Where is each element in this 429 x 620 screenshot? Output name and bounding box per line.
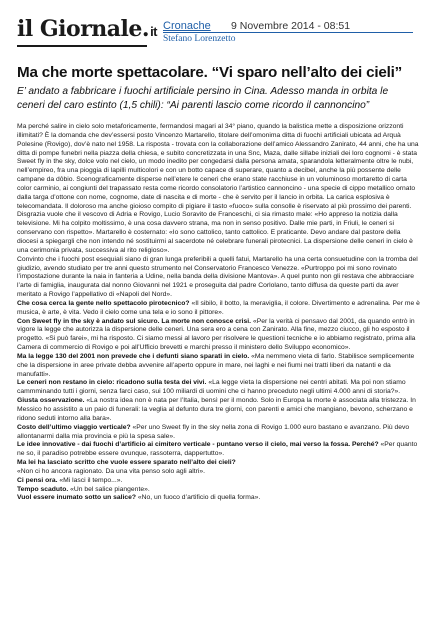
interview-question: Ci pensi ora. [17,476,58,484]
interview-answer: «Mi lasci il tempo...». [57,476,123,484]
article-body [17,123,421,503]
article-paragraph [17,397,421,424]
logo-dot: . [141,16,150,42]
article-paragraph [17,379,421,397]
interview-question: Le ceneri non restano in cielo: ricadono sulla testa dei vivi. [17,379,207,387]
section-link[interactable]: Cronache [163,20,211,32]
interview-question: Che cosa cerca la gente nello spettacolo pirotecnico? [17,299,190,307]
interview-question: Giusta osservazione. [17,397,85,405]
article-subheadline: E’ andato a fabbricare i fuochi artificiale persino in Cina. Adesso manda in orbita le ceneri del caro estinto (1,5 chili): “Ai parenti lascio come ricordo il cannoncino” [17,86,389,111]
interview-question: Le idee innovative - dai fuochi d’artificio ai cimitero verticale - puntano verso il cielo, mai verso la fossa. Perché? [17,441,379,449]
paragraph-text: Ma perché salire in cielo solo metaforicamente, fermandosi magari al 34° piano, quando la balistica mette a disposizione orizzonti illimitati? È la domanda che dev’essersi posto Vincenzo Martarello, titolare dell’omonima ditta di fuochi artificiali ubicata ad Arquà Polesine (Rovigo), dov’è nato nel 1958. La risposta - trovata con la collaborazione dell’amico Alessandro Zanirato, 44 anni, che ha una ditta di pompe funebri nella piazza della chiesa, e subito concretizzata in una Snc, Maza, dalle sillabe iniziali dei loro cognomi - è stata Sweet fly in the sky, dolce volo nel cielo, un modo inedito per congedarsi dalla persona amata, sparandola letteralmente oltre le nubi, nell’empireo, fra una pioggia di lapilli multicolori e con un botto capace di superare, quanto a decibel, anche la più possente delle campane da dôbio. Scenograficamente disperse nell’etere le ceneri che erano state racchiuse in un voluminoso mortaretto di carta color carminio, ai congiunti del trapassato resta come ricordo consolatorio l’artistico cannoncino - una specie di cippo metallico ornato dalla targa d’ottone con nome, cognome, date di nascita e di morte - che è servito per il lancio in orbita. La carica esplosiva è telecomandata. Il doloroso ma anche gioioso compito di pigiare il tasto «fuoco» sulla consolle è riservato al più prossimo dei parenti. Disgrazia vuole che il vescovo di Adria e Rovigo, Lucio Soravito de Franceschi, ci sia rimasto male: «Ho appreso la notizia dalla televisione. Mi ha colpito moltissimo, è una cosa davvero strana, ma non in senso positivo. Dalle mie parti, in Friuli, le ceneri si conservano con rispetto». Martarello è costernato: «Io sono cattolico, tanto cattolico. E praticante. Devo andare dal pastore della diocesi a spiegargli che non intendo né sostituirmi al sacerdote né celebrare funerali pirotecnici. La dispersione delle ceneri in cielo è una cerimonia privata, successiva al rito religioso». [17,123,419,254]
interview-question: Ma lei ha lasciato scritto che vuole essere sparato nell’alto dei cieli? [17,459,236,467]
article-paragraph [17,468,421,477]
article-paragraph [17,424,421,442]
interview-question: Ma la legge 130 del 2001 non prevede che i defunti siano sparati in cielo. [17,352,250,360]
interview-question: Con Sweet fly in the sky è andato sul sicuro. La morte non conosce crisi. [17,317,252,325]
article-paragraph [17,459,421,468]
newspaper-logo[interactable] [17,14,157,47]
interview-answer: «Per uno Sweet fly in the sky nella zona di Rovigo 1.000 euro bastano e avanzano. Più devo allontanarmi dalla mia provincia e più la spesa sale». [17,423,410,440]
article-paragraph [17,300,421,318]
article-paragraph [17,441,421,459]
interview-answer: «La legge vieta la dispersione nei centri abitati. Ma poi non stiamo cammminando tutti i giorni, senza farci caso, sui 100 miliardi di uomini che ci hanno preceduto negli ultimi 4.000 anni di storia?». [17,379,406,396]
interview-question: Costo dell’ultimo viaggio verticale? [17,423,131,431]
interview-question: Vuol essere inumato sotto un salice? [17,494,137,502]
article-paragraph [17,318,421,353]
interview-question: Tempo scaduto. [17,485,69,493]
interview-answer: «Non ci ho ancora ragionato. Da una vita penso solo agli altri». [17,467,205,475]
interview-answer: «La nostra idea non è nata per l’Italia, bensì per il mondo. Solo in Europa la morte è associata alla tristezza. In Messico ho assistito a un paio di funerali: la veglia al defunto dura tre giorni, con parenti e amici che mangiano, bevono, scherzano e ridono seduti intorno alla bara». [17,397,416,422]
logo-text: il Giornale [17,16,142,42]
article-paragraph [17,256,421,300]
meta-divider [163,32,413,33]
author-byline[interactable]: Stefano Lorenzetto [163,34,236,44]
article-paragraph [17,353,421,380]
interview-answer: «Un bel salice piangente». [68,485,150,493]
publication-date: 9 Novembre 2014 - 08:51 [231,20,351,32]
article-headline: Ma che morte spettacolare. “Vi sparo nell’alto dei cieli” [17,64,403,81]
article-paragraph [17,123,421,256]
article-paragraph [17,486,421,495]
masthead [17,14,417,50]
logo-suffix: it [150,24,158,39]
interview-answer: «Per la verità ci pensavo dal 2001, da quando entrò in vigore la legge che autorizza la dispersione delle ceneri. Una sera ero a cena con Zanirato. Alla fine, mezzo ciucco, gli ho esposto il progetto. «Si può farei», mi ha risposto. Ci siamo messi al lavoro per risolvere le questioni tecniche e io abbiamo registrato, prima alla Camera di commercio di Rovigo e poi all’Ufficio brevetti e marchi presso il ministero dello Sviluppo economico». [17,317,416,352]
paragraph-text: Convinto che i fuochi post esequiali siano di gran lunga preferibili a quelli fatui, Martarello ha una certa consuetudine con la tromba del giudizio, avendo studiato per tre anni questo strumento nel Conservatorio Francesco Venezze. «Purtroppo poi mi sono rovinato l’impostazione durante la naia in fanteria a Udine, nella banda della divisione Mantova». A quel punto non gli restava che abbracciare l’arte di famiglia, inaugurata dal nonno Giovanni nel 1921 e proseguita dal padre Corlolano, tanto diffusa da queste parti da aver meritato a Rovigo l’appellativo di «Napoli del Nord». [17,255,418,299]
article-paragraph [17,477,421,486]
interview-answer: «Ma nemmeno vieta di farlo. Stabilisce semplicemente che la dispersione in aree private debba avvenire all’aperto oppure in mare, nei laghi e nei fiumi nei tratti liberi da natanti e da manufatti». [17,352,415,378]
interview-answer: «Per quanto ne so, il paradiso potrebbe essere ovunque, rassoterra, dappertutto». [17,441,418,458]
interview-answer: «Il sibilo, il botto, la meraviglia, il colore. Divertimento e adrenalina. Per me è musica, è arte, è vita. Vedo il cielo come una tela e io sono il pittore». [17,299,420,316]
article-paragraph [17,494,421,503]
interview-answer: «No, un fuoco d’artificio di quella forma». [136,494,261,502]
logo-underline [17,45,147,47]
